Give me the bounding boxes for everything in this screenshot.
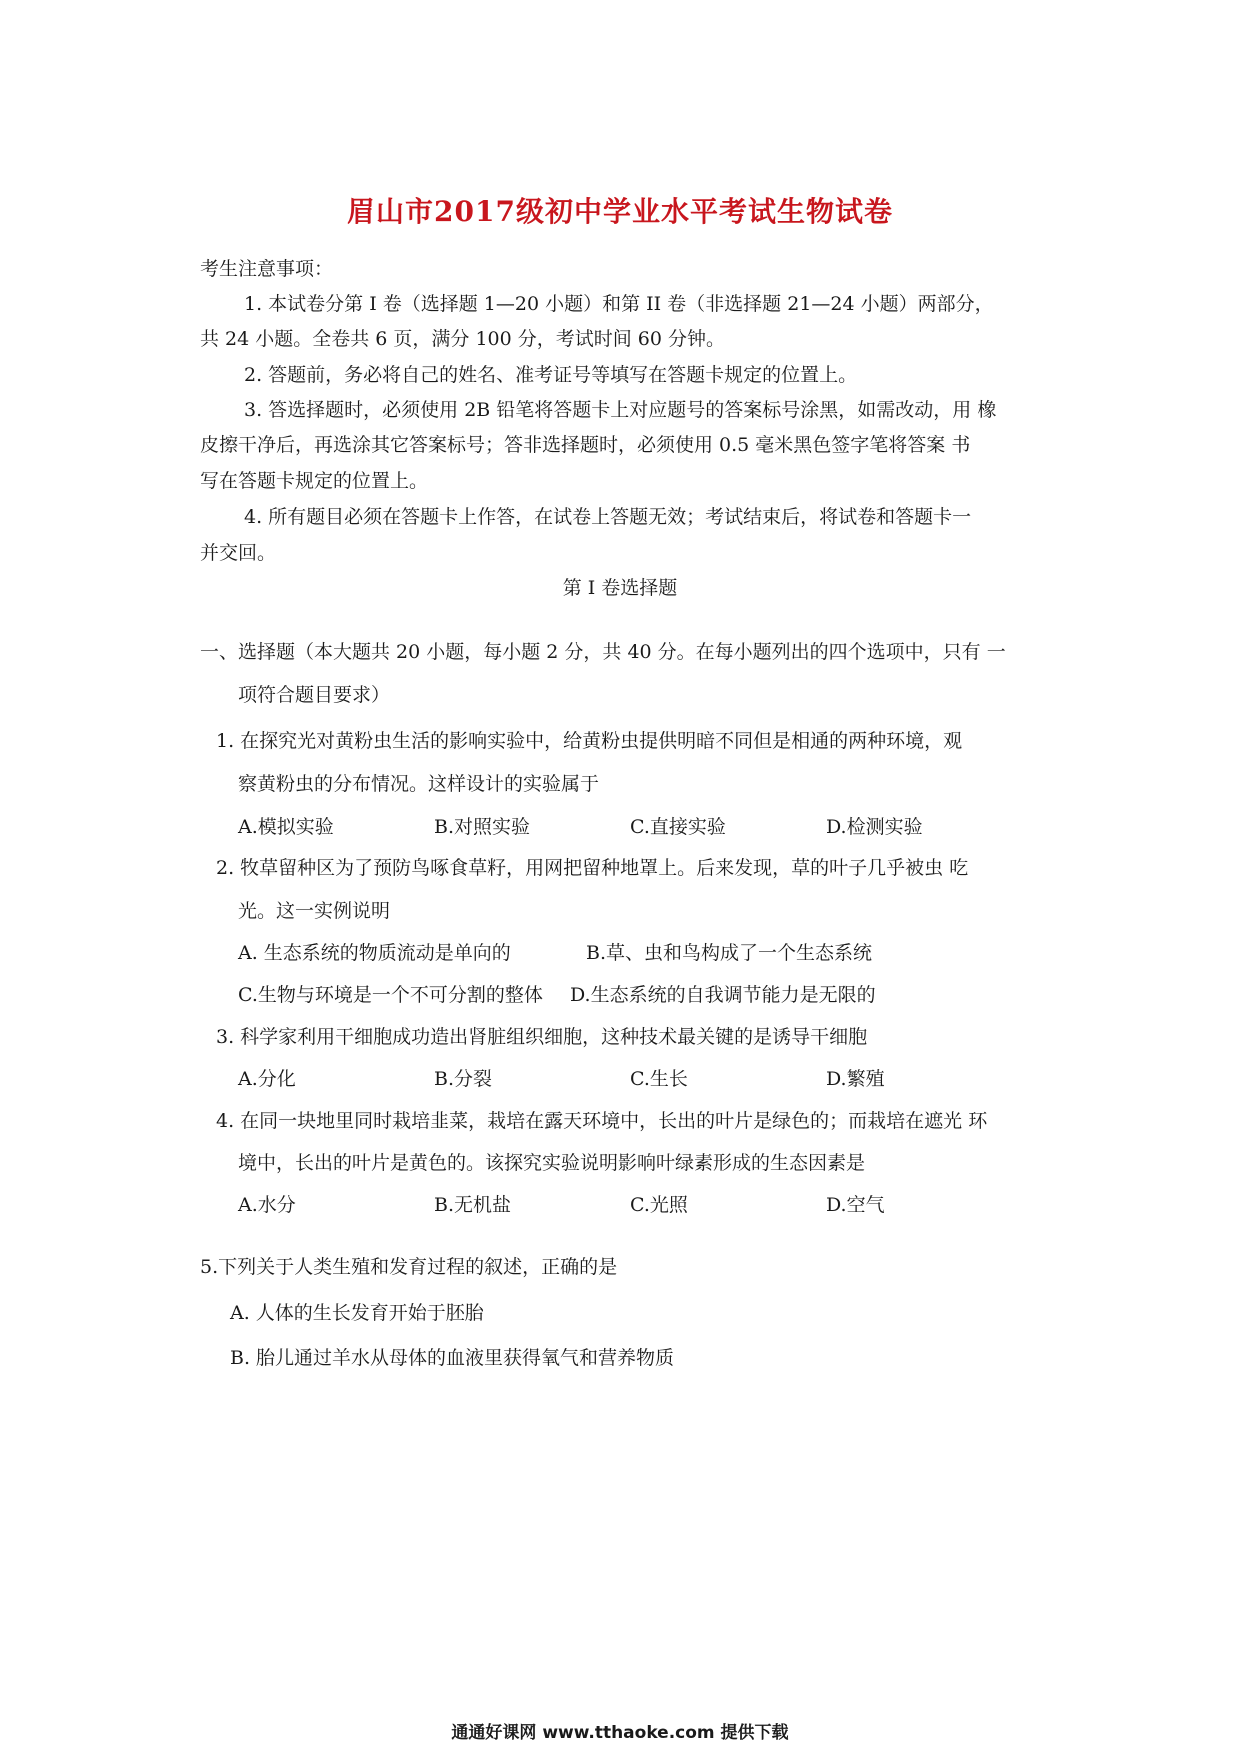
question-4-option-a: A.水分: [238, 1194, 296, 1216]
question-2-option-c: C.生物与环境是一个不可分割的整体: [238, 984, 543, 1006]
question-2-option-b: B.草、虫和鸟构成了一个生态系统: [586, 942, 873, 964]
question-4-option-c: C.光照: [630, 1194, 688, 1216]
notice-heading: 考生注意事项：: [200, 258, 334, 280]
question-1-stem-line-2: 察黄粉虫的分布情况。这样设计的实验属于: [238, 773, 600, 795]
question-3-option-c: C.生长: [630, 1068, 688, 1090]
question-5-option-b: B. 胎儿通过羊水从母体的血液里获得氧气和营养物质: [230, 1347, 675, 1369]
question-3-stem: 3. 科学家利用干细胞成功造出肾脏组织细胞，这种技术最关键的是诱导干细胞: [216, 1026, 868, 1048]
question-4-stem-line-1: 4. 在同一块地里同时栽培韭菜，栽培在露天环境中，长出的叶片是绿色的；而栽培在遮光 环: [216, 1110, 988, 1132]
question-1-option-b: B.对照实验: [434, 816, 531, 838]
question-4-stem-line-2: 境中，长出的叶片是黄色的。该探究实验说明影响叶绿素形成的生态因素是: [238, 1152, 866, 1174]
notice-item-1-line-2: 共 24 小题。全卷共 6 页，满分 100 分，考试时间 60 分钟。: [200, 328, 726, 350]
part-heading-line-1: 一、选择题（本大题共 20 小题，每小题 2 分，共 40 分。在每小题列出的四个选项中，只有 一: [200, 641, 1006, 663]
question-3-option-a: A.分化: [238, 1068, 296, 1090]
footer-credit: 通通好课网 www.tthaoke.com 提供下载: [451, 1723, 789, 1743]
question-1-option-c: C.直接实验: [630, 816, 726, 838]
notice-item-3-line-3: 写在答题卡规定的位置上。: [200, 470, 429, 492]
question-5-stem: 5.下列关于人类生殖和发育过程的叙述，正确的是: [200, 1256, 618, 1278]
question-2-stem-line-2: 光。这一实例说明: [238, 900, 391, 922]
question-4-option-b: B.无机盐: [434, 1194, 512, 1216]
part-heading-line-2: 项符合题目要求）: [238, 684, 391, 706]
notice-item-2: 2. 答题前，务必将自己的姓名、准考证号等填写在答题卡规定的位置上。: [244, 364, 858, 386]
notice-item-3-line-1: 3. 答选择题时，必须使用 2B 铅笔将答题卡上对应题号的答案标号涂黑，如需改动，用 橡: [244, 399, 997, 421]
question-1-stem-line-1: 1. 在探究光对黄粉虫生活的影响实验中，给黄粉虫提供明暗不同但是相通的两种环境，观: [216, 730, 963, 752]
question-1-option-a: A.模拟实验: [238, 816, 334, 838]
question-2-option-a: A. 生态系统的物质流动是单向的: [238, 942, 511, 964]
question-5-option-a: A. 人体的生长发育开始于胚胎: [230, 1302, 484, 1324]
question-2-stem-line-1: 2. 牧草留种区为了预防鸟啄食草籽，用网把留种地罩上。后来发现，草的叶子几乎被虫 吃: [216, 857, 969, 879]
question-3-option-d: D.繁殖: [826, 1068, 885, 1090]
notice-item-4-line-2: 并交回。: [200, 542, 277, 564]
notice-item-1-line-1: 1. 本试卷分第 I 卷（选择题 1—20 小题）和第 II 卷（非选择题 21—24 小题）两部分，: [244, 293, 994, 315]
question-1-option-d: D.检测实验: [826, 816, 923, 838]
page-title: 眉山市2017级初中学业水平考试生物试卷: [347, 195, 893, 228]
question-2-option-d: D.生态系统的自我调节能力是无限的: [570, 984, 876, 1006]
section-title: 第 I 卷选择题: [562, 577, 678, 599]
question-4-option-d: D.空气: [826, 1194, 885, 1216]
question-3-option-b: B.分裂: [434, 1068, 493, 1090]
notice-item-3-line-2: 皮擦干净后，再选涂其它答案标号；答非选择题时，必须使用 0.5 毫米黑色签字笔将答案 书: [200, 434, 971, 456]
notice-item-4-line-1: 4. 所有题目必须在答题卡上作答，在试卷上答题无效；考试结束后，将试卷和答题卡一: [244, 506, 972, 528]
